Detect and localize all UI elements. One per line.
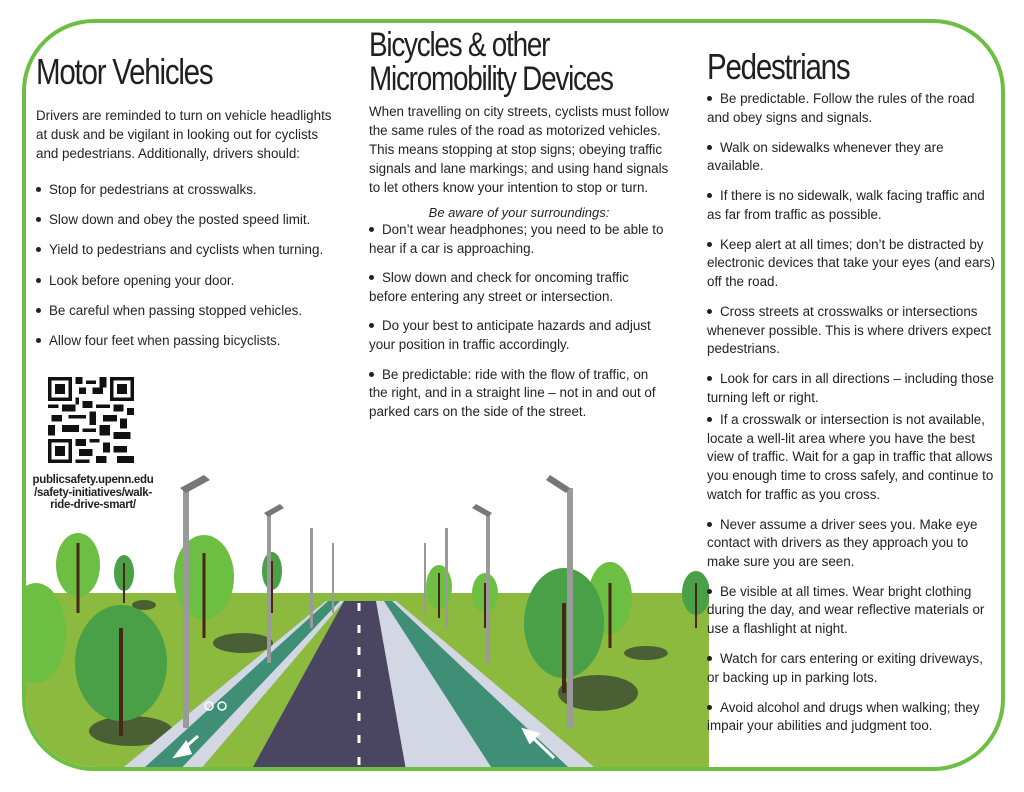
driver-tips-list bbox=[36, 181, 336, 351]
list-item: Cross streets at crosswalks or intersections whenever possible. This is where drivers expect pedestrians. bbox=[707, 303, 992, 357]
list-item: Keep alert at all times; don’t be distracted by electronic devices that take your eyes (and ears) off the road. bbox=[707, 236, 996, 289]
list-item: Yield to pedestrians and cyclists when turning. bbox=[36, 241, 336, 260]
website-link[interactable]: publicsafety.upenn.edu /safety-initiatives/walk-ride-drive-smart/ bbox=[32, 474, 154, 511]
pedestrians-section bbox=[707, 48, 997, 747]
section-intro: When travelling on city streets, cyclists must follow the same rules of the road as motorized vehicles. This means stopping at stop signs; obeying traffic signals and lane markings; and using hand signals to let others know your intention to stop or turn. bbox=[369, 104, 669, 195]
list-item: Be visible at all times. Wear bright clothing during the day, and wear reflective materials or use a flashlight at night. bbox=[707, 583, 985, 636]
list-item: Avoid alcohol and drugs when walking; they impair your abilities and judgment too. bbox=[707, 699, 980, 734]
list-item: Allow four feet when passing bicyclists. bbox=[36, 332, 336, 351]
list-item: Slow down and obey the posted speed limit. bbox=[36, 211, 336, 230]
list-item: Watch for cars entering or exiting driveways, or backing up in parking lots. bbox=[707, 650, 983, 685]
motor-vehicles-section bbox=[36, 52, 336, 362]
list-item: Be careful when passing stopped vehicles. bbox=[36, 302, 336, 321]
list-item: Look for cars in all directions – including those turning left or right. bbox=[707, 371, 994, 405]
section-intro: Drivers are reminded to turn on vehicle headlights at dusk and be vigilant in looking out for cyclists and pedestrians. Additionally, drivers should: bbox=[36, 108, 332, 161]
qr-code-icon[interactable] bbox=[48, 377, 134, 463]
section-title: Pedestrians bbox=[707, 46, 850, 87]
section-subheading: Be aware of your surroundings: bbox=[428, 205, 610, 220]
list-item: If there is no sidewalk, walk facing traffic and as far from traffic as possible. bbox=[707, 188, 985, 222]
list-item: Be predictable: ride with the flow of traffic, on the right, and in a straight line – not in and out of parked cars on the side of the street. bbox=[369, 366, 656, 419]
bicycles-section bbox=[369, 28, 669, 432]
section-title: Motor Vehicles bbox=[36, 51, 213, 92]
pedestrian-tips-list bbox=[707, 90, 997, 736]
list-item: If a crosswalk or intersection is not available, locate a well-lit area where you have the best view of traffic. Wait for a gap in traffic that allows you enough time to cross safely, and continue to watch for traffic as you cross. bbox=[707, 412, 994, 502]
list-item: Slow down and check for oncoming traffic before entering any street or intersection. bbox=[369, 270, 629, 304]
list-item: Do your best to anticipate hazards and adjust your position in traffic accordingly. bbox=[369, 318, 651, 352]
cyclist-tips-list bbox=[369, 221, 669, 421]
list-item: Walk on sidewalks whenever they are available. bbox=[707, 139, 944, 174]
list-item: Don’t wear headphones; you need to be able to hear if a car is approaching. bbox=[369, 222, 664, 256]
list-item: Be predictable. Follow the rules of the road and obey signs and signals. bbox=[707, 91, 975, 125]
list-item: Stop for pedestrians at crosswalks. bbox=[36, 181, 336, 200]
list-item: Look before opening your door. bbox=[36, 272, 336, 291]
section-title: Bicycles & other Micromobility Devices bbox=[369, 26, 613, 98]
list-item: Never assume a driver sees you. Make eye contact with drivers as they approach you to make sure you are seen. bbox=[707, 516, 978, 569]
